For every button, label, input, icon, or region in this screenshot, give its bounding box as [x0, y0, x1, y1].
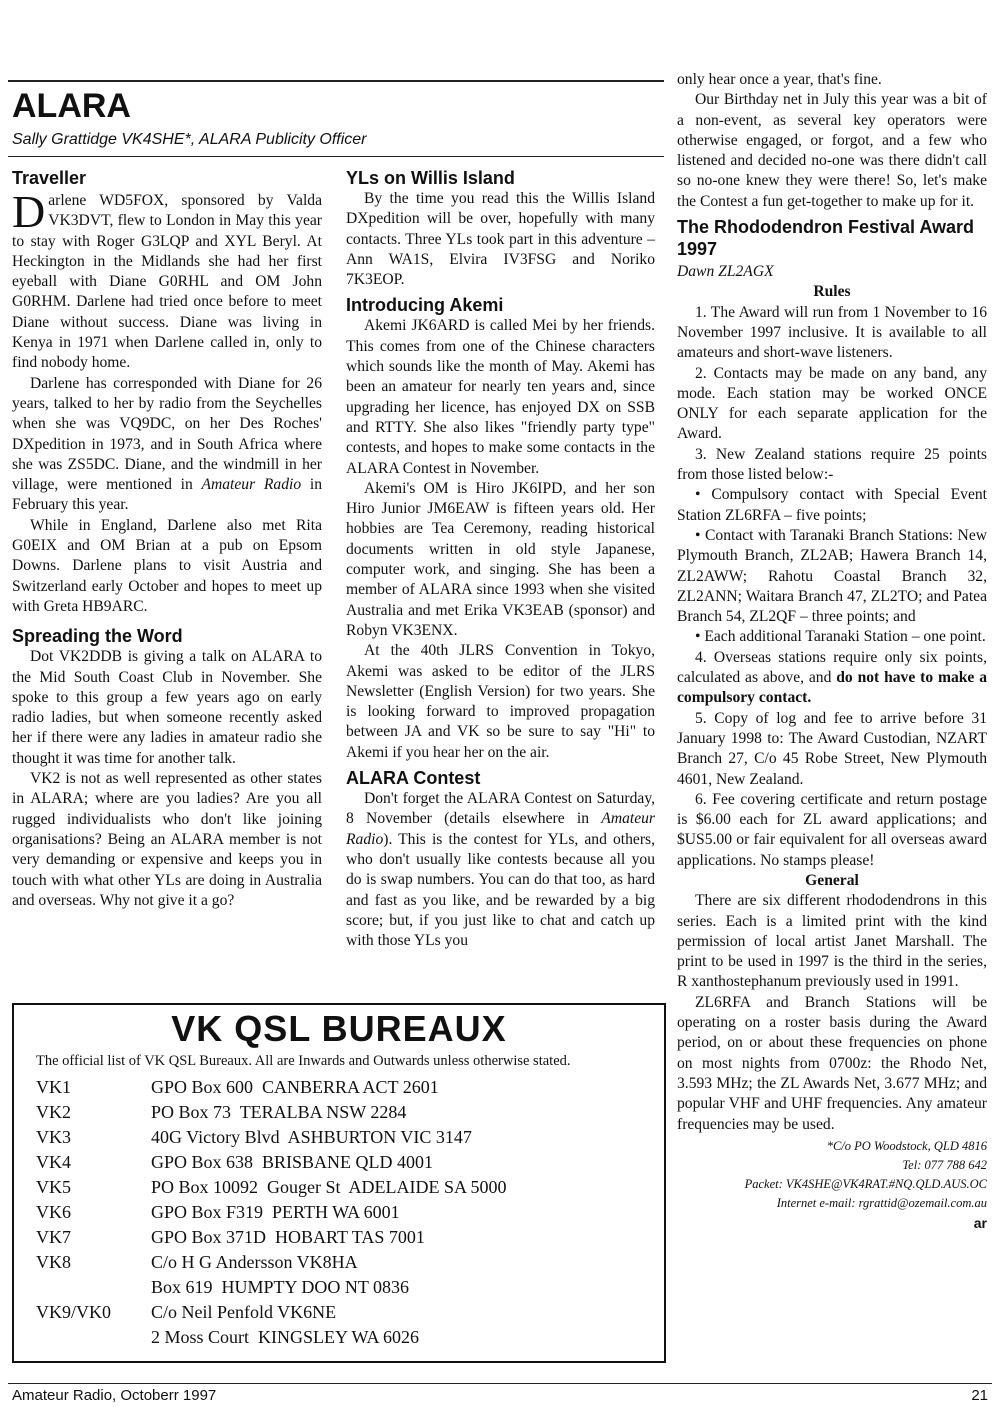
bureau-callsign: VK3 [36, 1127, 71, 1147]
akemi-paragraph-3: At the 40th JLRS Convention in Tokyo, Akemi was asked to be editor of the JLRS Newsletter (English Version) for two years. She is looking forward to improved propagation between JA and VK so be sure to say "Hi" to Akemi if you hear her on the air. [346, 642, 655, 761]
qsl-bureaux-box [12, 1003, 666, 1363]
bureaux-title: VK QSL BUREAUX [171, 1008, 507, 1049]
bureau-address: Box 619 HUMPTY DOO NT 0836 [151, 1277, 410, 1297]
bureau-row [36, 1150, 664, 1175]
spreading-paragraph-1: Dot VK2DDB is giving a talk on ALARA to the Mid South Coast Club in November. She spoke to this group a few years ago on early radio ladies, but when someone recently asked her if there were any ladies in amateur radio she thought it was time for another talk. [12, 648, 322, 767]
bureau-row [36, 1125, 664, 1150]
bureau-callsign: VK5 [36, 1177, 71, 1197]
bureau-address: 40G Victory Blvd ASHBURTON VIC 3147 [151, 1127, 472, 1147]
contact-phone: Tel: 077 788 642 [902, 1157, 987, 1172]
column-3 [677, 70, 987, 1233]
top-rule [8, 80, 664, 82]
spreading-heading: Spreading the Word [12, 626, 183, 647]
footer-publication: Amateur Radio, Octoberr 1997 [12, 1387, 217, 1404]
bureau-address: 2 Moss Court KINGSLEY WA 6026 [151, 1327, 420, 1347]
footer-rule [8, 1383, 992, 1384]
drop-cap: D [12, 186, 46, 237]
bureau-callsign: VK4 [36, 1152, 71, 1172]
contest-heading: ALARA Contest [346, 768, 481, 789]
bureau-address: C/o Neil Penfold VK6NE [151, 1302, 337, 1322]
column-2 [346, 167, 655, 951]
bureau-callsign: VK8 [36, 1252, 71, 1272]
bureau-row [36, 1225, 664, 1250]
magazine-title: Amateur Radio [346, 810, 655, 848]
rule-5: 5. Copy of log and fee to arrive before 31 January 1998 to: The Award Custodian, NZART Branch 27, C/o 45 Robe Street, New Plymouth 4601, New Zealand. [677, 709, 987, 788]
traveller-heading: Traveller [12, 168, 87, 188]
end-mark: ar [973, 1214, 987, 1231]
bureau-callsign: VK6 [36, 1202, 71, 1222]
bureau-row [36, 1200, 664, 1225]
bureau-callsign [36, 1275, 151, 1300]
general-paragraph-1: There are six different rhododendrons in this series. Each is a limited print with the kind permission of local artist Janet Marshall. The print to be used in 1997 is the third in the series, R xanthostephanum previously used in 1991. [677, 892, 987, 991]
section-byline: Sally Grattidge VK4SHE*, ALARA Publicity Officer [12, 131, 367, 148]
general-heading: General [805, 871, 859, 889]
bureau-row [36, 1175, 664, 1200]
bureau-row [36, 1075, 664, 1100]
bureau-row [36, 1250, 664, 1275]
contact-packet: Packet: VK4SHE@VK4RAT.#NQ.QLD.AUS.OC [744, 1176, 987, 1191]
bureau-callsign: VK1 [36, 1077, 71, 1097]
page-number: 21 [971, 1387, 988, 1404]
bureau-row [36, 1275, 664, 1300]
bureau-address: PO Box 73 TERALBA NSW 2284 [151, 1102, 407, 1122]
byline-rule [8, 156, 664, 157]
contact-address: *C/o PO Woodstock, QLD 4816 [826, 1138, 987, 1153]
bureau-address: GPO Box 371D HOBART TAS 7001 [151, 1227, 425, 1247]
akemi-heading: Introducing Akemi [346, 295, 504, 316]
magazine-title: Amateur Radio [201, 476, 302, 494]
bureau-address: GPO Box 638 BRISBANE QLD 4001 [151, 1152, 434, 1172]
bureau-address: PO Box 10092 Gouger St ADELAIDE SA 5000 [151, 1177, 507, 1197]
section-title: ALARA [12, 87, 131, 125]
rule-3-bullet-1: • Compulsory contact with Special Event Station ZL6RFA – five points; [677, 486, 987, 524]
akemi-paragraph-1: Akemi JK6ARD is called Mei by her friends. This comes from one of the Chinese characters which sounds like the month of May. Akemi has been an amateur for nearly ten years and, since upgrading her licence, has enjoyed DX on SSB and RTTY. She also likes "friendly party type" contests, and hopes to make some contacts in the ALARA Contest in November. [346, 317, 655, 477]
spreading-paragraph-2: VK2 is not as well represented as other states in ALARA; where are you ladies? Are you all rugged individualists who don't like joining organisations? Being an ALARA member is not very demanding or expensive and keeps you in touch with what other YLs are doing in Australia and overseas. Why not give it a go? [12, 770, 322, 909]
bureau-callsign: VK9/VK0 [36, 1302, 111, 1322]
general-paragraph-2: ZL6RFA and Branch Stations will be operating on a roster basis during the Award period, on or about these frequencies on phone on most nights from 0700z: the Rhodo Net, 3.593 MHz; the ZL Awards Net, 3.677 MHz; and popular VHF and UHF frequencies. Any amateur frequencies may be used. [677, 993, 987, 1133]
birthday-net-paragraph: Our Birthday net in July this year was a bit of a non-event, as several key operators were otherwise engaged, or forgot, and a few who listened and decided no-one was there didn't call so no-one knew they were there! So, let's make the Contest a fun get-together to make up for it. [677, 91, 987, 210]
rule-2: 2. Contacts may be made on any band, any mode. Each station may be worked ONCE ONLY for each separate application for the Award. [677, 364, 987, 443]
bureau-row [36, 1100, 664, 1125]
contest-paragraph-1: Don't forget the ALARA Contest on Saturday, 8 November (details elsewhere in Amateur Radio). This is the contest for YLs, and others, who don't usually like contests because all you do is swap numbers. You can do that too, as hard and fast as you like, and be rewarded by a big score; but, if you just like to chat and catch up with those YLs you [346, 790, 655, 950]
traveller-paragraph-3: While in England, Darlene also met Rita G0EIX and OM Brian at a pub on Epsom Downs. Darlene plans to visit Austria and Switzerland early October and hopes to meet up with Greta HB9ARC. [12, 516, 322, 615]
rule-4: 4. Overseas stations require only six points, calculated as above, and do not have to make a compulsory contact. [677, 648, 987, 707]
bureau-callsign [36, 1325, 151, 1350]
rule-6: 6. Fee covering certificate and return postage is $6.00 each for ZL award applications; and $US5.00 or fair equivalent for all overseas award applications. No stamps please! [677, 790, 987, 869]
akemi-paragraph-2: Akemi's OM is Hiro JK6IPD, and her son Hiro Junior JM6EAW is fifteen years old. Her hobbies are Tea Ceremony, reading historical documents written in old style Japanese, computer work, and singing. She has been a member of ALARA since 1993 when she visited Australia and met Erika VK3EAB (sponsor) and Robyn VK3ENX. [346, 479, 655, 639]
rules-heading: Rules [813, 283, 851, 301]
bureau-address: C/o H G Andersson VK8HA [151, 1252, 358, 1272]
bureaux-intro: The official list of VK QSL Bureaux. All are Inwards and Outwards unless otherwise stated. [36, 1053, 571, 1069]
willis-heading: YLs on Willis Island [346, 168, 515, 188]
bureau-row [36, 1300, 664, 1325]
bureau-callsign: VK7 [36, 1227, 71, 1247]
rule-3-bullet-2: • Contact with Taranaki Branch Stations: New Plymouth Branch, ZL2AB; Hawera Branch 14, ZL2AWW; Rahotu Coastal Branch 32, ZL2ANN; Waitara Branch 47, ZL2TO; and Patea Branch 54, ZL2QF – three points; and [677, 526, 987, 626]
traveller-paragraph-2: Darlene has corresponded with Diane for 26 years, talked to her by radio from the Seychelles when she was VQ9DC, on her Des Roches' DXpedition in 1973, and in South Africa where she was ZS5DC. Diane, and the windmill in her village, were mentioned in Amateur Radio in February this year. [12, 374, 322, 514]
bureau-row [36, 1325, 664, 1350]
willis-paragraph-1: By the time you read this the Willis Island DXpedition will be over, hopefully with many contacts. Three YLs took part in this adventure – Ann WA1S, Elvira IV3FSG and Noriko 7K3EOP. [346, 190, 655, 289]
bureau-callsign: VK2 [36, 1102, 71, 1122]
traveller-paragraph-1: Darlene WD5FOX, sponsored by Valda VK3DVT, flew to London in May this year to stay with Roger G3LQP and XYL Beryl. At Heckington in the Midlands she had her first eyeball with Diane G0RHL and OM John G0RHM. Darlene had tried once before to meet Diane without success. Diane was living in Kenya in 1971 when Darlene called in, only to find nobody home. [12, 186, 322, 372]
bureaux-list [14, 1075, 664, 1350]
contact-email: Internet e-mail: rgrattid@ozemail.com.au [776, 1195, 987, 1210]
rule-3: 3. New Zealand stations require 25 points from those listed below:- [677, 445, 987, 484]
rhododendron-author: Dawn ZL2AGX [677, 263, 774, 281]
rule-3-bullet-3: • Each additional Taranaki Station – one point. [695, 628, 986, 646]
rule-1: 1. The Award will run from 1 November to 16 November 1997 inclusive. It is available to all amateurs and short-wave listeners. [677, 303, 987, 362]
bureau-address: GPO Box 600 CANBERRA ACT 2601 [151, 1077, 439, 1097]
rhododendron-heading: The Rhododendron Festival Award 1997 [677, 217, 975, 260]
continued-paragraph: only hear once a year, that's fine. [677, 71, 882, 88]
column-1 [12, 167, 322, 911]
bureau-address: GPO Box F319 PERTH WA 6001 [151, 1202, 400, 1222]
